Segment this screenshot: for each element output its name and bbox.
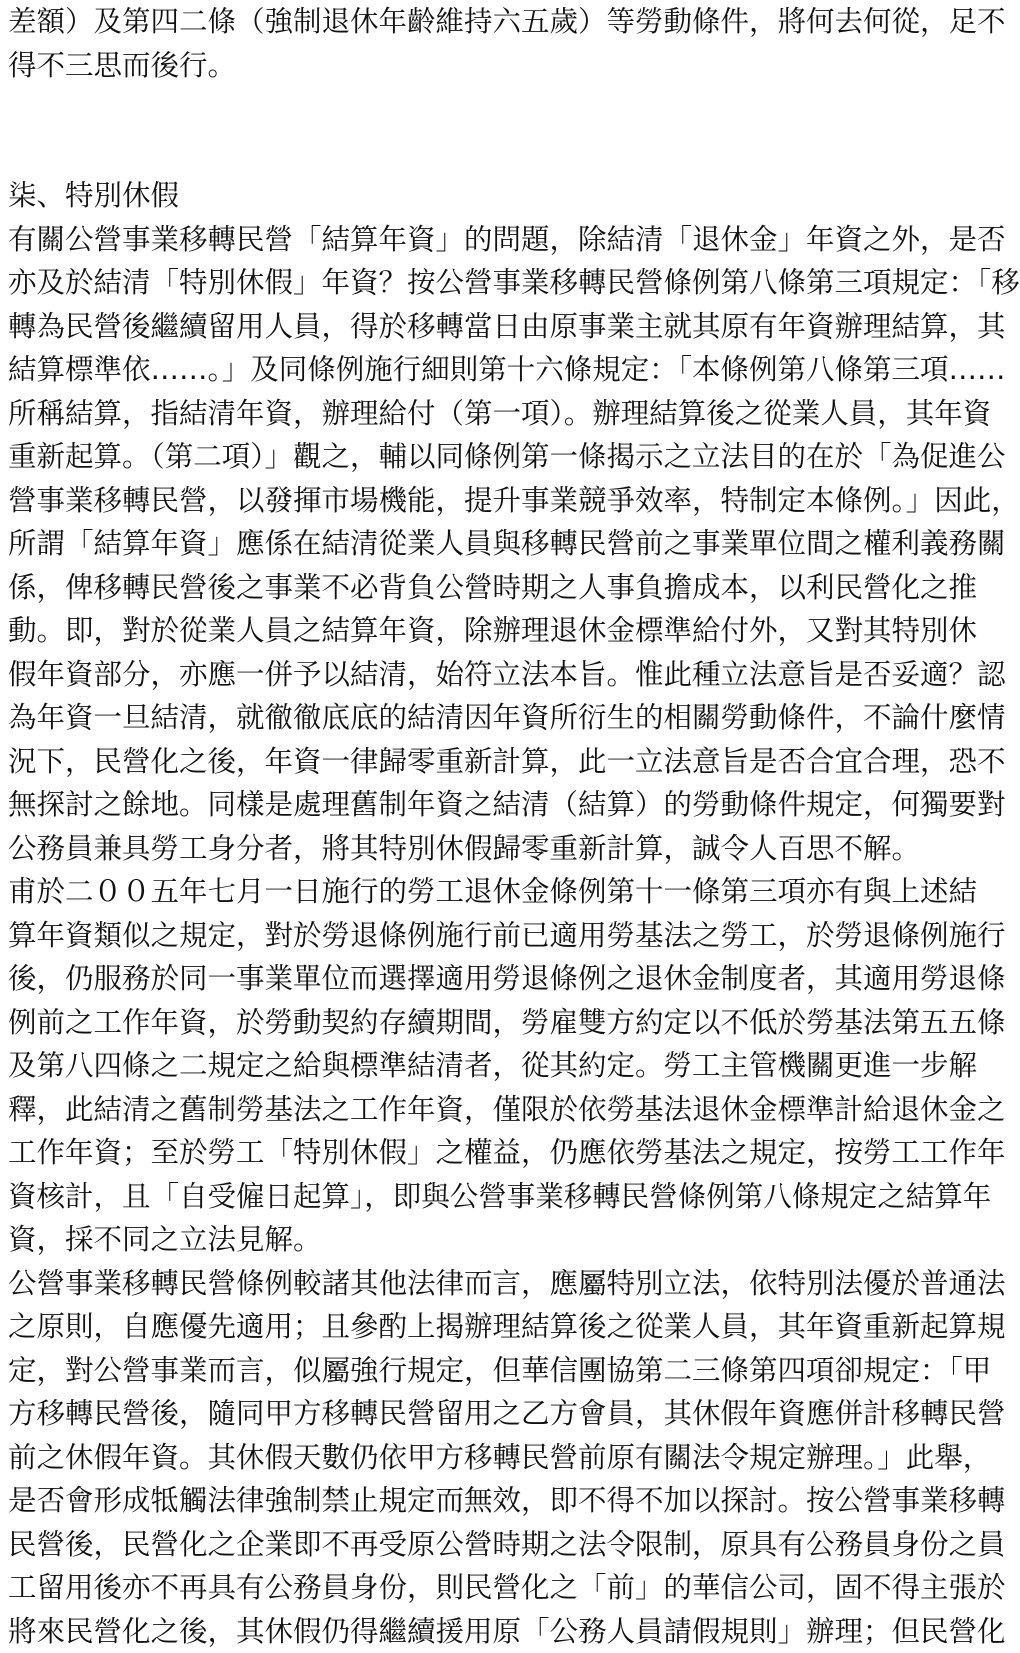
text-line: 民營後，民營化之企業即不再受原公營時期之法令限制，原具有公務員身份之員	[8, 1523, 867, 1567]
text-line: 差額）及第四二條（強制退休年齡維持六五歲）等勞動條件，將何去何從，足不	[8, 0, 867, 44]
text-line: 釋，此結清之舊制勞基法之工作年資，僅限於依勞基法退休金標準計給退休金之	[8, 1088, 867, 1132]
text-line: 定，對公營事業而言，似屬強行規定，但華信團協第二三條第四項卻規定：「甲	[8, 1349, 867, 1393]
text-line: 公營事業移轉民營條例較諸其他法律而言，應屬特別立法，依特別法優於普通法	[8, 1262, 867, 1306]
text-line: 轉為民營後繼續留用人員，得於移轉當日由原事業主就其原有年資辦理結算，其	[8, 305, 867, 349]
text-line: 結算標準依……。」及同條例施行細則第十六條規定：「本條例第八條第三項……	[8, 348, 867, 392]
text-line: 營事業移轉民營，以發揮市場機能，提升事業競爭效率，特制定本條例。」因此，	[8, 479, 867, 523]
text-line: 無探討之餘地。同樣是處理舊制年資之結清（結算）的勞動條件規定，何獨要對	[8, 783, 867, 827]
paragraph-labor-pension-act	[8, 870, 867, 1262]
paragraph-special-legislation	[8, 1262, 867, 1653]
text-line: 有關公營事業移轉民營「結算年資」的問題，除結清「退休金」年資之外，是否	[8, 218, 867, 262]
intro-paragraph	[8, 0, 867, 87]
text-line: 方移轉民營後，隨同甲方移轉民營留用之乙方會員，其休假年資應併計移轉民營	[8, 1392, 867, 1436]
text-line: 甫於二００五年七月一日施行的勞工退休金條例第十一條第三項亦有與上述結	[8, 870, 867, 914]
text-line: 算年資類似之規定，對於勞退條例施行前已適用勞基法之勞工，於勞退條例施行	[8, 914, 867, 958]
text-line: 公務員兼具勞工身分者，將其特別休假歸零重新計算，誠令人百思不解。	[8, 827, 867, 871]
section-spacer	[8, 87, 867, 174]
text-line: 為年資一旦結清，就徹徹底底的結清因年資所衍生的相關勞動條件，不論什麼情	[8, 696, 867, 740]
section-heading: 柒、特別休假	[8, 174, 867, 218]
text-line: 工留用後亦不再具有公務員身份，則民營化之「前」的華信公司，固不得主張於	[8, 1566, 867, 1610]
text-line: 例前之工作年資，於勞動契約存續期間，勞雇雙方約定以不低於勞基法第五五條	[8, 1001, 867, 1045]
text-line: 工作年資；至於勞工「特別休假」之權益，仍應依勞基法之規定，按勞工工作年	[8, 1131, 867, 1175]
paragraph-special-leave-settlement	[8, 218, 867, 871]
text-line: 所謂「結算年資」應係在結清從業人員與移轉民營前之事業單位間之權利義務關	[8, 522, 867, 566]
text-line: 亦及於結清「特別休假」年資？按公營事業移轉民營條例第八條第三項規定：「移	[8, 261, 867, 305]
text-line: 假年資部分，亦應一併予以結清，始符立法本旨。惟此種立法意旨是否妥適？認	[8, 653, 867, 697]
text-line: 資，採不同之立法見解。	[8, 1218, 867, 1262]
text-line: 況下，民營化之後，年資一律歸零重新計算，此一立法意旨是否合宜合理，恐不	[8, 740, 867, 784]
text-line: 動。即，對於從業人員之結算年資，除辦理退休金標準給付外，又對其特別休	[8, 609, 867, 653]
text-line: 所稱結算，指結清年資，辦理給付（第一項）。辦理結算後之從業人員，其年資	[8, 392, 867, 436]
text-line: 得不三思而後行。	[8, 44, 867, 88]
text-line: 資核計，且「自受僱日起算」，即與公營事業移轉民營條例第八條規定之結算年	[8, 1175, 867, 1219]
text-line: 之原則，自應優先適用；且參酌上揭辦理結算後之從業人員，其年資重新起算規	[8, 1305, 867, 1349]
text-line: 後，仍服務於同一事業單位而選擇適用勞退條例之退休金制度者，其適用勞退條	[8, 957, 867, 1001]
text-line: 將來民營化之後，其休假仍得繼續援用原「公務人員請假規則」辦理；但民營化	[8, 1610, 867, 1653]
text-line: 是否會形成牴觸法律強制禁止規定而無效，即不得不加以探討。按公營事業移轉	[8, 1479, 867, 1523]
section-heading-wrap	[8, 174, 867, 218]
text-line: 重新起算。（第二項）」觀之，輔以同條例第一條揭示之立法目的在於「為促進公	[8, 435, 867, 479]
text-line: 及第八四條之二規定之給與標準結清者，從其約定。勞工主管機關更進一步解	[8, 1044, 867, 1088]
text-line: 前之休假年資。其休假天數仍依甲方移轉民營前原有關法令規定辦理。」此舉，	[8, 1436, 867, 1480]
text-line: 係，俾移轉民營後之事業不必背負公營時期之人事負擔成本，以利民營化之推	[8, 566, 867, 610]
